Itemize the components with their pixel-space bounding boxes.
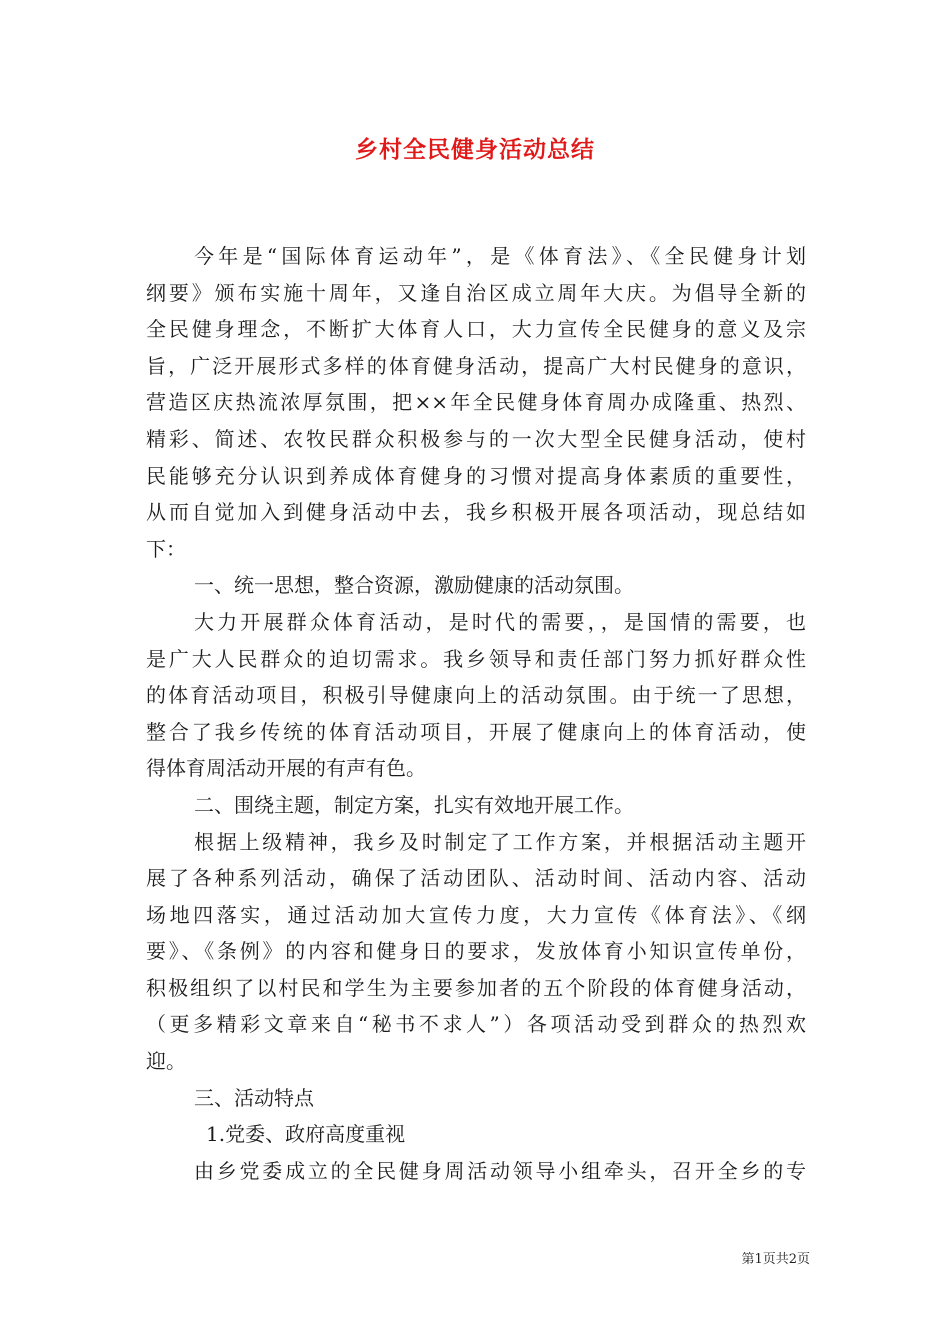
section-heading: 三、活动特点: [194, 1085, 314, 1110]
paragraph-line: 由乡党委成立的全民健身周活动领导小组牵头，召开全乡的专: [194, 1158, 806, 1183]
paragraph-line: 是广大人民群众的迫切需求。我乡领导和责任部门努力抓好群众性: [146, 646, 806, 671]
subsection-heading: 1.党委、政府高度重视: [206, 1122, 406, 1147]
paragraph-line: 整合了我乡传统的体育活动项目，开展了健康向上的体育活动，使: [146, 719, 806, 744]
document-title: 乡村全民健身活动总结: [355, 136, 595, 163]
paragraph-line: 从而自觉加入到健身活动中去，我乡积极开展各项活动，现总结如: [146, 500, 806, 525]
paragraph-line: 今年是“国际体育运动年”，是《体育法》、《全民健身计划: [194, 244, 806, 268]
section-heading: 一、统一思想，整合资源，激励健康的活动氛围。: [194, 573, 634, 598]
paragraph-line: 积极组织了以村民和学生为主要参加者的五个阶段的体育健身活动，: [146, 975, 806, 1000]
paragraph-line: 下：: [146, 536, 186, 561]
paragraph-line: 根据上级精神，我乡及时制定了工作方案，并根据活动主题开: [194, 829, 806, 854]
paragraph-line: 全民健身理念，不断扩大体育人口，大力宣传全民健身的意义及宗: [146, 317, 806, 342]
paragraph-line: 的体育活动项目，积极引导健康向上的活动氛围。由于统一了思想，: [146, 683, 806, 708]
paragraph-line: 民能够充分认识到养成体育健身的习惯对提高身体素质的重要性，: [146, 463, 806, 488]
paragraph-line: 精彩、简述、农牧民群众积极参与的一次大型全民健身活动，使村: [146, 426, 806, 451]
paragraph-line: 要》、《条例》的内容和健身日的要求，发放体育小知识宣传单份，: [146, 939, 806, 964]
paragraph-line: 场地四落实，通过活动加大宣传力度，大力宣传《体育法》、《纲: [146, 902, 806, 927]
document-body: [146, 238, 806, 1189]
paragraph-line: 得体育周活动开展的有声有色。: [146, 756, 426, 781]
paragraph-line: 大力开展群众体育活动，是时代的需要，，是国情的需要，也: [194, 609, 806, 634]
section-heading: 二、围绕主题，制定方案，扎实有效地开展工作。: [194, 792, 634, 817]
paragraph-line: 营造区庆热流浓厚氛围，把××年全民健身体育周办成隆重、热烈、: [146, 390, 806, 415]
paragraph-line: 旨，广泛开展形式多样的体育健身活动，提高广大村民健身的意识，: [146, 353, 806, 378]
paragraph-line: 展了各种系列活动，确保了活动团队、活动时间、活动内容、活动: [146, 866, 806, 891]
page-number: 第1页共2页: [741, 1252, 810, 1267]
paragraph-line: 迎。: [146, 1049, 186, 1074]
paragraph-line: 纲要》颁布实施十周年，又逢自治区成立周年大庆。为倡导全新的: [146, 280, 806, 305]
paragraph-line: （更多精彩文章来自“秘书不求人”）各项活动受到群众的热烈欢: [146, 1012, 806, 1037]
